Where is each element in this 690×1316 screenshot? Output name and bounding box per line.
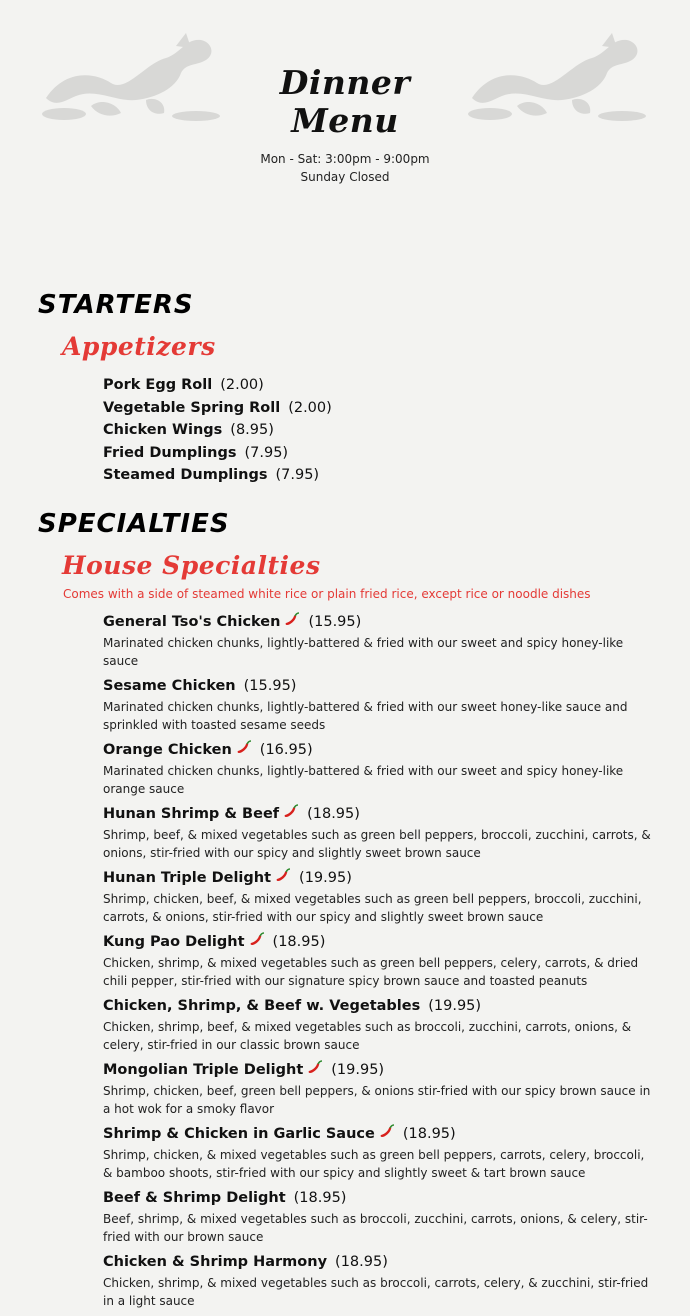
specialty-item [103,612,655,670]
subsection-title-house-specialties: House Specialties [62,551,321,580]
menu-header [0,0,690,260]
item-description: Beef, shrimp, & mixed vegetables such as broccoli, zucchini, carrots, onions, & celery, stir-fried with our brown sauce [103,1212,648,1244]
item-price: (19.95) [428,998,482,1014]
page-title [0,64,690,140]
item-name: Orange Chicken [103,742,232,758]
item-description: Chicken, shrimp, beef, & mixed vegetables such as broccoli, zucchini, carrots, onions, & celery, stir-fried in our classic brown sauce [103,1020,632,1052]
item-price: (18.95) [402,1126,456,1142]
item-description: Chicken, shrimp, & mixed vegetables such as broccoli, carrots, celery, & zucchini, stir-fried in a light sauce [103,1276,649,1308]
item-description: Marinated chicken chunks, lightly-battered & fried with our sweet and spicy honey-like sauce [103,636,624,668]
appetizer-list [103,374,655,487]
item-name: Hunan Shrimp & Beef [103,806,280,822]
item-price: (19.95) [299,870,352,886]
item-name: Pork Egg Roll [103,377,213,393]
chili-pepper-icon [284,612,300,628]
specialty-list [103,612,655,1316]
item-price: (16.95) [259,742,313,758]
item-price: (2.00) [220,377,264,393]
specialty-item [103,740,655,798]
appetizer-item [103,397,655,420]
item-name: General Tso's Chicken [103,614,281,630]
specialty-item [103,1060,655,1118]
item-name: Fried Dumplings [103,444,237,461]
hours-weekdays: Mon - Sat: 3:00pm - 9:00pm [260,152,430,166]
item-price: (15.95) [308,614,362,630]
chili-pepper-icon [249,932,265,948]
appetizer-item [103,419,655,442]
item-price: (19.95) [331,1062,385,1078]
specialty-item [103,996,655,1054]
item-price: (18.95) [335,1254,388,1270]
item-price: (2.00) [288,399,332,416]
chili-pepper-icon [236,740,252,756]
item-price: (18.95) [272,934,326,950]
specialty-item [103,676,655,734]
chili-pepper-icon [283,804,299,820]
item-price: (18.95) [293,1190,347,1206]
item-name: Kung Pao Delight [103,934,245,950]
appetizer-item [103,464,655,487]
item-price: (18.95) [307,806,360,822]
item-description: Chicken, shrimp, & mixed vegetables such as green bell peppers, celery, carrots, & dried chili pepper, stir-fried with our signature spicy brown sauce and toasted peanuts [103,956,639,988]
item-name: Beef & Shrimp Delight [103,1190,286,1206]
appetizer-item [103,374,655,397]
item-name: Chicken, Shrimp, & Beef w. Vegetables [103,998,421,1014]
subsection-title-appetizers: Appetizers [62,332,216,361]
side-dish-note: Comes with a side of steamed white rice or plain fried rice, except rice or noodle dishes [63,587,591,601]
hours-sunday: Sunday Closed [300,170,390,184]
item-name: Steamed Dumplings [103,467,268,483]
item-description: Shrimp, chicken, beef, green bell peppers, & onions stir-fried with our spicy brown sauce in a hot wok for a smoky flavor [103,1084,651,1116]
item-description: Shrimp, chicken, & mixed vegetables such as green bell peppers, carrots, celery, broccoli, & bamboo shoots, stir-fried with our spicy and slightly sweet & tart brown sauce [103,1148,645,1180]
title-line-1: Dinner [279,63,411,102]
specialty-item [103,1124,655,1182]
item-name: Chicken Wings [103,422,223,438]
opening-hours [0,150,690,186]
item-description: Marinated chicken chunks, lightly-battered & fried with our sweet honey-like sauce and sprinkled with toasted sesame seeds [103,700,628,732]
item-name: Shrimp & Chicken in Garlic Sauce [103,1126,375,1142]
chili-pepper-icon [379,1124,395,1140]
specialty-item [103,868,655,926]
item-name: Sesame Chicken [103,678,236,694]
item-description: Shrimp, chicken, beef, & mixed vegetables such as green bell peppers, broccoli, zucchini, carrots, & onions, stir-fried with our spicy and slightly sweet brown sauce [103,892,642,924]
specialty-item [103,804,655,862]
item-name: Vegetable Spring Roll [103,399,281,416]
item-name: Hunan Triple Delight [103,870,272,886]
section-title-specialties: SPECIALTIES [38,509,230,539]
chili-pepper-icon [307,1060,323,1076]
item-name: Chicken & Shrimp Harmony [103,1254,328,1270]
section-title-starters: STARTERS [38,290,194,320]
item-name: Mongolian Triple Delight [103,1062,304,1078]
item-price: (7.95) [275,467,320,483]
chili-pepper-icon [275,868,291,884]
item-price: (15.95) [243,678,297,694]
item-price: (7.95) [244,444,289,461]
item-description: Shrimp, beef, & mixed vegetables such as green bell peppers, broccoli, zucchini, carrots, & onions, stir-fried with our spicy and slightly sweet brown sauce [103,828,651,860]
title-line-2: Menu [291,101,399,140]
specialty-item [103,932,655,990]
item-price: (8.95) [230,422,274,438]
appetizer-item [103,442,655,465]
item-description: Marinated chicken chunks, lightly-battered & fried with our sweet and spicy honey-like orange sauce [103,764,624,796]
specialty-item [103,1188,655,1246]
specialty-item [103,1252,655,1310]
